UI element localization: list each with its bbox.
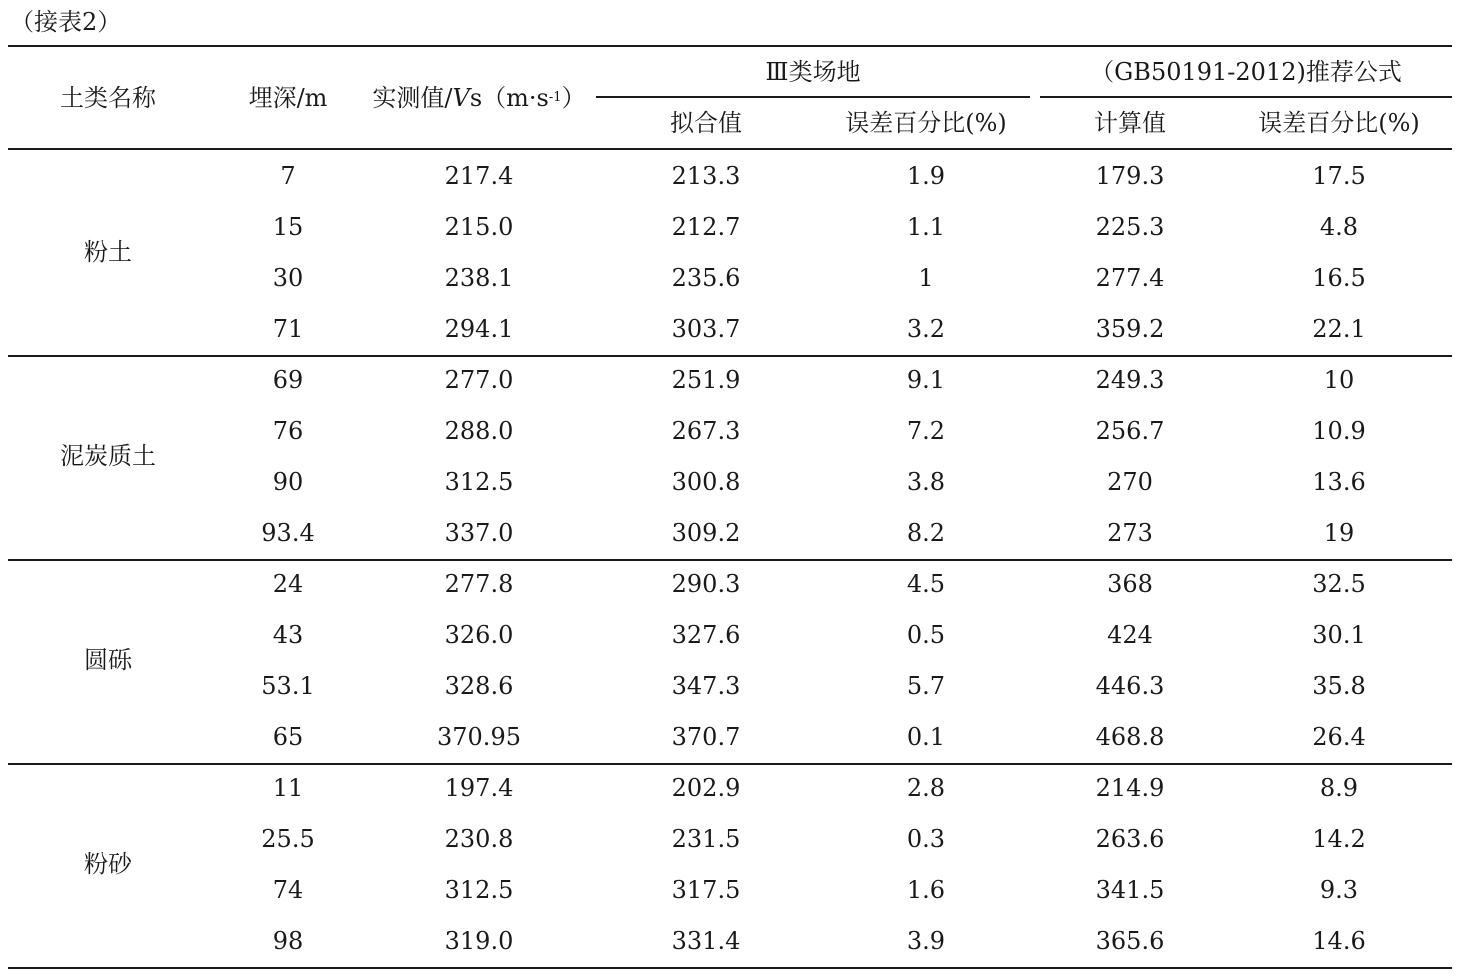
cell-measured: 238.1: [444, 263, 514, 292]
cell-fit-value: 327.6: [671, 620, 741, 649]
cell-calc-value: 424: [1107, 620, 1153, 649]
cell-calc-error: 16.5: [1312, 263, 1366, 292]
soil-type-label: 泥炭质土: [60, 442, 156, 470]
bottom-rule: [8, 967, 1452, 969]
cell-fit-error: 3.9: [906, 926, 946, 955]
soil-type-label: 粉土: [84, 238, 132, 266]
cell-calc-error: 26.4: [1312, 722, 1366, 751]
cell-depth: 11: [272, 773, 304, 802]
header-soil-type: 土类名称: [60, 83, 156, 112]
cell-fit-error: 1.1: [906, 212, 946, 241]
cell-calc-error: 9.3: [1319, 875, 1359, 904]
cell-depth: 24: [272, 569, 304, 598]
cell-calc-value: 179.3: [1095, 161, 1165, 190]
cell-measured: 370.95: [437, 722, 521, 751]
cell-fit-value: 213.3: [671, 161, 741, 190]
cell-fit-error: 8.2: [906, 518, 946, 547]
cell-calc-value: 225.3: [1095, 212, 1165, 241]
header-calc-value: 计算值: [1094, 109, 1166, 137]
cell-fit-value: 202.9: [671, 773, 741, 802]
cell-calc-value: 341.5: [1095, 875, 1165, 904]
cell-depth: 93.4: [261, 518, 315, 547]
cell-fit-error: 4.5: [906, 569, 946, 598]
cell-calc-value: 277.4: [1095, 263, 1165, 292]
cell-fit-error: 1: [918, 263, 934, 292]
cell-measured: 337.0: [444, 518, 514, 547]
cell-measured: 328.6: [444, 671, 514, 700]
cell-measured: 294.1: [444, 314, 514, 343]
cell-calc-error: 19: [1323, 518, 1355, 547]
cell-fit-error: 2.8: [906, 773, 946, 802]
cell-measured: 288.0: [444, 416, 514, 445]
cell-depth: 76: [272, 416, 304, 445]
header-fit-error: 误差百分比(%): [845, 109, 1007, 137]
cell-depth: 74: [272, 875, 304, 904]
cell-calc-error: 4.8: [1319, 212, 1359, 241]
cell-measured: 215.0: [444, 212, 514, 241]
cell-depth: 69: [272, 365, 304, 394]
soil-type-label: 粉砂: [84, 850, 132, 878]
cell-calc-value: 214.9: [1095, 773, 1165, 802]
cell-depth: 43: [272, 620, 304, 649]
cell-fit-value: 309.2: [671, 518, 741, 547]
cell-calc-error: 10: [1323, 365, 1355, 394]
cell-calc-error: 35.8: [1312, 671, 1366, 700]
cell-fit-value: 347.3: [671, 671, 741, 700]
cell-depth: 90: [272, 467, 304, 496]
cell-calc-error: 10.9: [1312, 416, 1366, 445]
cell-calc-value: 273: [1107, 518, 1153, 547]
cell-calc-value: 359.2: [1095, 314, 1165, 343]
cell-fit-error: 0.1: [906, 722, 946, 751]
cell-calc-value: 263.6: [1095, 824, 1165, 853]
cell-measured: 326.0: [444, 620, 514, 649]
header-calc-error: 误差百分比(%): [1258, 109, 1420, 137]
cell-depth: 71: [272, 314, 304, 343]
cell-fit-error: 0.5: [906, 620, 946, 649]
cell-depth: 98: [272, 926, 304, 955]
cell-fit-error: 3.2: [906, 314, 946, 343]
cell-fit-value: 290.3: [671, 569, 741, 598]
cell-measured: 319.0: [444, 926, 514, 955]
cell-calc-value: 468.8: [1095, 722, 1165, 751]
cell-fit-error: 1.9: [906, 161, 946, 190]
cell-measured: 197.4: [444, 773, 514, 802]
cell-fit-value: 235.6: [671, 263, 741, 292]
cell-measured: 277.8: [444, 569, 514, 598]
cell-calc-value: 270: [1107, 467, 1153, 496]
cell-calc-value: 256.7: [1095, 416, 1165, 445]
cell-calc-error: 17.5: [1312, 161, 1366, 190]
cell-depth: 53.1: [261, 671, 315, 700]
cell-calc-value: 368: [1107, 569, 1153, 598]
cell-fit-value: 251.9: [671, 365, 741, 394]
cell-depth: 15: [272, 212, 304, 241]
header-fit-value: 拟合值: [670, 109, 742, 137]
cell-fit-error: 1.6: [906, 875, 946, 904]
cell-fit-value: 331.4: [671, 926, 741, 955]
header-measured: 实测值/ V s（m·s -1 ）: [372, 83, 586, 112]
cell-calc-error: 13.6: [1312, 467, 1366, 496]
cell-calc-error: 22.1: [1312, 314, 1366, 343]
cell-measured: 312.5: [444, 875, 514, 904]
header-gb-formula: （GB50191-2012)推荐公式: [1090, 58, 1402, 86]
cell-measured: 217.4: [444, 161, 514, 190]
cell-depth: 30: [272, 263, 304, 292]
cell-calc-error: 8.9: [1319, 773, 1359, 802]
cell-depth: 25.5: [261, 824, 315, 853]
cell-depth: 7: [280, 161, 296, 190]
cell-fit-error: 3.8: [906, 467, 946, 496]
soil-type-label: 圆砾: [84, 646, 132, 674]
table-caption: （接表2）: [10, 8, 122, 36]
cell-fit-value: 370.7: [671, 722, 741, 751]
header-site-class-3: Ⅲ类场地: [765, 58, 861, 86]
cell-fit-value: 303.7: [671, 314, 741, 343]
cell-fit-error: 5.7: [906, 671, 946, 700]
cell-fit-error: 7.2: [906, 416, 946, 445]
cell-calc-error: 14.6: [1312, 926, 1366, 955]
cell-fit-value: 231.5: [671, 824, 741, 853]
cell-calc-value: 446.3: [1095, 671, 1165, 700]
cell-depth: 65: [272, 722, 304, 751]
cell-calc-error: 32.5: [1312, 569, 1366, 598]
cell-fit-value: 212.7: [671, 212, 741, 241]
cell-fit-value: 317.5: [671, 875, 741, 904]
header-depth: 埋深/m: [248, 83, 328, 112]
cell-measured: 312.5: [444, 467, 514, 496]
cell-fit-error: 0.3: [906, 824, 946, 853]
cell-measured: 230.8: [444, 824, 514, 853]
cell-fit-error: 9.1: [906, 365, 946, 394]
cell-fit-value: 267.3: [671, 416, 741, 445]
cell-calc-error: 30.1: [1312, 620, 1366, 649]
cell-measured: 277.0: [444, 365, 514, 394]
cell-fit-value: 300.8: [671, 467, 741, 496]
cell-calc-error: 14.2: [1312, 824, 1366, 853]
cell-calc-value: 249.3: [1095, 365, 1165, 394]
cell-calc-value: 365.6: [1095, 926, 1165, 955]
